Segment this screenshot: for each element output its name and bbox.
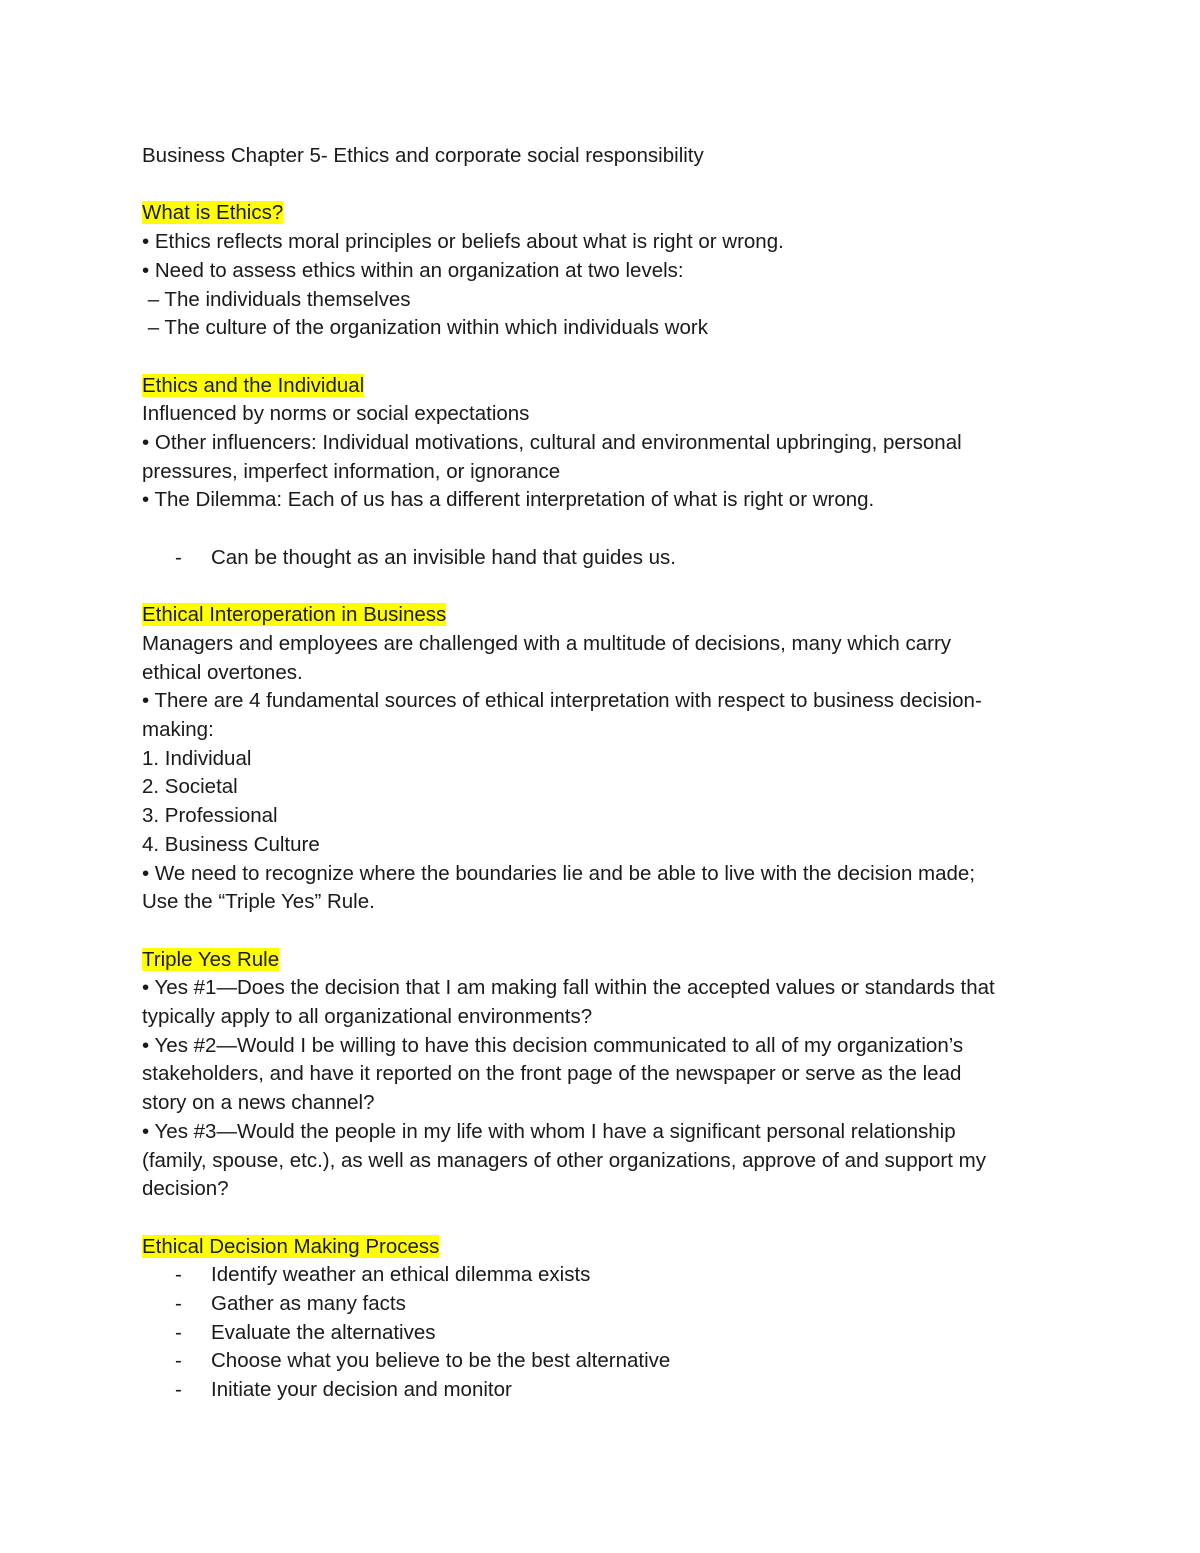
section-heading-ethical-interoperation <box>142 601 1062 630</box>
paragraph-line: making: <box>142 718 214 741</box>
spacer <box>142 515 1062 544</box>
dash-list-item <box>142 1376 1062 1405</box>
paragraph-line: decision? <box>142 1177 229 1201</box>
heading-text: Ethics and the Individual <box>142 373 365 397</box>
dash-marker: - <box>175 1378 182 1402</box>
numbered-item: 2. Societal <box>142 775 238 799</box>
numbered-item: 4. Business Culture <box>142 832 320 856</box>
paragraph-line: (family, spouse, etc.), as well as managers of other organizations, approve of and support my <box>142 1148 986 1172</box>
dash-marker: - <box>175 1263 182 1287</box>
paragraph-line: Managers and employees are challenged with a multitude of decisions, many which carry <box>142 631 952 655</box>
paragraph-line: • Yes #2—Would I be willing to have this decision communicated to all of my organization’s <box>142 1033 964 1057</box>
heading-text: Ethical Decision Making Process <box>142 1234 440 1258</box>
spacer <box>142 917 1062 946</box>
paragraph-line: ethical overtones. <box>142 660 303 684</box>
heading-text: Triple Yes Rule <box>142 947 280 971</box>
paragraph-line: • Yes #3—Would the people in my life with whom I have a significant personal relationship <box>142 1119 956 1143</box>
dash-list-item <box>142 1347 1062 1376</box>
paragraph-line: • The Dilemma: Each of us has a different interpretation of what is right or wrong. <box>142 488 875 512</box>
section-heading-what-is-ethics <box>142 199 1062 228</box>
spacer <box>142 171 1062 200</box>
dash-list-item <box>142 544 1062 573</box>
document-page <box>142 142 1062 1405</box>
paragraph-line: – The individuals themselves <box>142 287 411 311</box>
dash-list-item <box>142 1319 1062 1348</box>
paragraph-line: – The culture of the organization within which individuals work <box>142 316 708 340</box>
dash-list-item <box>142 1261 1062 1290</box>
paragraph-line: typically apply to all organizational environments? <box>142 1005 593 1029</box>
list-item-text: Evaluate the alternatives <box>211 1320 436 1344</box>
section-heading-ethical-decision-making <box>142 1233 1062 1262</box>
spacer <box>142 573 1062 602</box>
paragraph-line: story on a news channel? <box>142 1091 375 1115</box>
spacer <box>142 1204 1062 1233</box>
paragraph-line: pressures, imperfect information, or ignorance <box>142 459 561 483</box>
numbered-item: 3. Professional <box>142 804 278 828</box>
paragraph-line: • We need to recognize where the boundaries lie and be able to live with the decision made; <box>142 861 976 885</box>
paragraph-line: Use the “Triple Yes” Rule. <box>142 890 375 914</box>
dash-marker: - <box>175 545 182 569</box>
paragraph-line: stakeholders, and have it reported on the front page of the newspaper or serve as the lead <box>142 1062 962 1086</box>
paragraph-line: • Other influencers: Individual motivations, cultural and environmental upbringing, personal <box>142 431 962 454</box>
heading-text: What is Ethics? <box>142 201 284 225</box>
list-item-text: Initiate your decision and monitor <box>211 1378 512 1402</box>
list-item-text: Can be thought as an invisible hand that guides us. <box>211 545 676 569</box>
dash-marker: - <box>175 1292 182 1316</box>
document-title: Business Chapter 5- Ethics and corporate social responsibility <box>142 144 704 167</box>
list-item-text: Choose what you believe to be the best alternative <box>211 1349 671 1373</box>
list-item-text: Gather as many facts <box>211 1292 406 1316</box>
dash-marker: - <box>175 1349 182 1373</box>
paragraph-line: • Need to assess ethics within an organization at two levels: <box>142 258 684 282</box>
paragraph-line: • Ethics reflects moral principles or beliefs about what is right or wrong. <box>142 230 784 254</box>
spacer <box>142 343 1062 372</box>
paragraph-line: • Yes #1—Does the decision that I am making fall within the accepted values or standards that <box>142 976 995 1000</box>
paragraph-line: • There are 4 fundamental sources of ethical interpretation with respect to business decision- <box>142 689 982 713</box>
heading-text: Ethical Interoperation in Business <box>142 603 447 627</box>
list-item-text: Identify weather an ethical dilemma exists <box>211 1263 591 1287</box>
paragraph-line: Influenced by norms or social expectations <box>142 402 530 426</box>
section-heading-ethics-and-individual <box>142 372 1062 401</box>
numbered-item: 1. Individual <box>142 746 252 770</box>
dash-list-item <box>142 1290 1062 1319</box>
dash-marker: - <box>175 1320 182 1344</box>
section-heading-triple-yes-rule <box>142 946 1062 975</box>
